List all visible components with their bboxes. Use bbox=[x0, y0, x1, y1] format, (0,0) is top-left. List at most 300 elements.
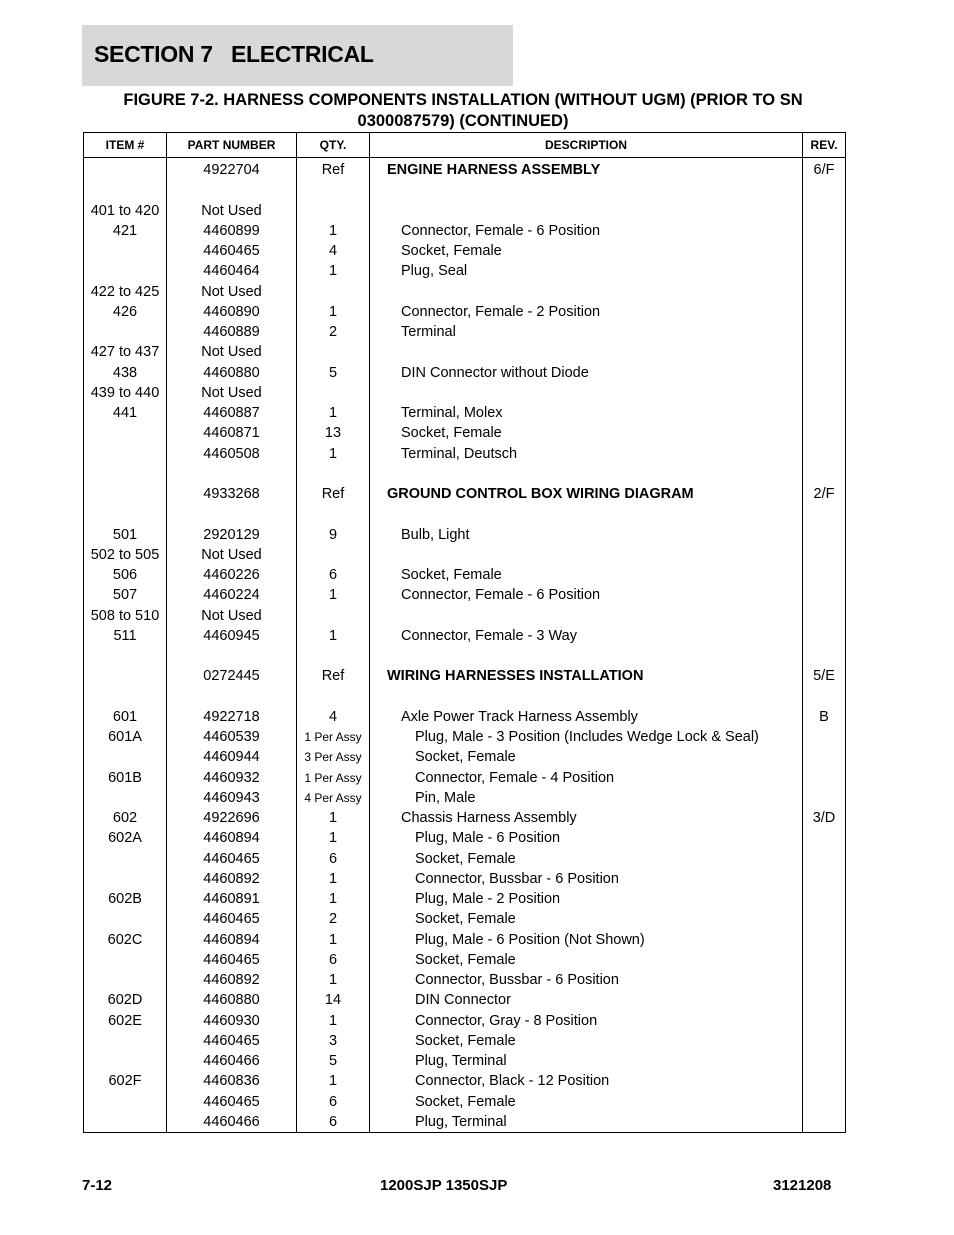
part-number-cell: 4460943 bbox=[167, 788, 297, 808]
item-cell: 601 bbox=[84, 707, 167, 727]
item-cell: 602B bbox=[84, 889, 167, 909]
qty-cell: 3 bbox=[297, 1031, 370, 1051]
rev-cell bbox=[803, 342, 846, 362]
description-cell: Axle Power Track Harness Assembly bbox=[370, 707, 803, 727]
description-cell: Connector, Female - 6 Position bbox=[370, 221, 803, 241]
description-cell: Pin, Male bbox=[370, 788, 803, 808]
item-cell: 506 bbox=[84, 565, 167, 585]
part-number-cell: 4460466 bbox=[167, 1112, 297, 1133]
item-cell bbox=[84, 1112, 167, 1133]
table-row bbox=[84, 180, 846, 200]
item-cell: 441 bbox=[84, 403, 167, 423]
part-number-cell: Not Used bbox=[167, 383, 297, 403]
qty-cell bbox=[297, 383, 370, 403]
rev-cell bbox=[803, 930, 846, 950]
column-header-rev: REV. bbox=[803, 133, 846, 158]
table-row bbox=[84, 363, 846, 383]
qty-cell: 9 bbox=[297, 525, 370, 545]
table-row bbox=[84, 909, 846, 929]
table-row bbox=[84, 808, 846, 828]
table-row bbox=[84, 464, 846, 484]
rev-cell bbox=[803, 788, 846, 808]
rev-cell bbox=[803, 869, 846, 889]
table-row bbox=[84, 869, 846, 889]
table-row bbox=[84, 626, 846, 646]
description-cell: Plug, Seal bbox=[370, 261, 803, 281]
item-cell bbox=[84, 261, 167, 281]
table-row bbox=[84, 565, 846, 585]
part-number-cell: 4460466 bbox=[167, 1051, 297, 1071]
rev-cell bbox=[803, 464, 846, 484]
description-cell: Plug, Male - 6 Position bbox=[370, 828, 803, 848]
table-row bbox=[84, 768, 846, 788]
qty-cell: 1 bbox=[297, 403, 370, 423]
qty-cell bbox=[297, 646, 370, 666]
part-number-cell: 4460871 bbox=[167, 423, 297, 443]
parts-table bbox=[83, 132, 846, 1133]
rev-cell bbox=[803, 241, 846, 261]
description-cell: ENGINE HARNESS ASSEMBLY bbox=[370, 158, 803, 181]
description-cell bbox=[370, 282, 803, 302]
rev-cell: 3/D bbox=[803, 808, 846, 828]
description-cell: Plug, Terminal bbox=[370, 1112, 803, 1133]
item-cell bbox=[84, 687, 167, 707]
rev-cell bbox=[803, 909, 846, 929]
table-row bbox=[84, 606, 846, 626]
item-cell bbox=[84, 423, 167, 443]
table-row bbox=[84, 302, 846, 322]
description-cell: Connector, Female - 3 Way bbox=[370, 626, 803, 646]
part-number-cell: Not Used bbox=[167, 606, 297, 626]
item-cell bbox=[84, 322, 167, 342]
item-cell bbox=[84, 1092, 167, 1112]
qty-cell bbox=[297, 342, 370, 362]
qty-cell: 1 bbox=[297, 930, 370, 950]
part-number-cell: 4460539 bbox=[167, 727, 297, 747]
table-row bbox=[84, 342, 846, 362]
part-number-cell: 4460890 bbox=[167, 302, 297, 322]
table-row bbox=[84, 525, 846, 545]
table-row bbox=[84, 687, 846, 707]
rev-cell: B bbox=[803, 707, 846, 727]
item-cell: 601A bbox=[84, 727, 167, 747]
item-cell bbox=[84, 158, 167, 181]
column-header-qty: QTY. bbox=[297, 133, 370, 158]
part-number-cell: Not Used bbox=[167, 342, 297, 362]
part-number-cell: 4460880 bbox=[167, 363, 297, 383]
qty-cell: 1 bbox=[297, 889, 370, 909]
part-number-cell: 4460464 bbox=[167, 261, 297, 281]
qty-cell: 3 Per Assy bbox=[297, 747, 370, 767]
qty-cell bbox=[297, 282, 370, 302]
qty-cell: 6 bbox=[297, 1092, 370, 1112]
qty-cell: 1 bbox=[297, 302, 370, 322]
item-cell: 438 bbox=[84, 363, 167, 383]
part-number-cell: 4460891 bbox=[167, 889, 297, 909]
table-row bbox=[84, 707, 846, 727]
rev-cell: 2/F bbox=[803, 484, 846, 504]
part-number-cell: 2920129 bbox=[167, 525, 297, 545]
part-number-cell: Not Used bbox=[167, 545, 297, 565]
part-number-cell: 4460508 bbox=[167, 444, 297, 464]
qty-cell: 1 bbox=[297, 261, 370, 281]
qty-cell: 1 bbox=[297, 221, 370, 241]
item-cell: 507 bbox=[84, 585, 167, 605]
part-number-cell: 0272445 bbox=[167, 666, 297, 686]
rev-cell bbox=[803, 687, 846, 707]
rev-cell bbox=[803, 1031, 846, 1051]
description-cell: Socket, Female bbox=[370, 747, 803, 767]
item-cell bbox=[84, 241, 167, 261]
rev-cell bbox=[803, 444, 846, 464]
qty-cell bbox=[297, 180, 370, 200]
item-cell bbox=[84, 747, 167, 767]
qty-cell: 13 bbox=[297, 423, 370, 443]
rev-cell bbox=[803, 363, 846, 383]
description-cell: Connector, Female - 2 Position bbox=[370, 302, 803, 322]
description-cell: Connector, Female - 6 Position bbox=[370, 585, 803, 605]
part-number-cell: 4460945 bbox=[167, 626, 297, 646]
description-cell: Terminal, Molex bbox=[370, 403, 803, 423]
qty-cell: 6 bbox=[297, 950, 370, 970]
description-cell bbox=[370, 606, 803, 626]
table-row bbox=[84, 1092, 846, 1112]
description-cell: Chassis Harness Assembly bbox=[370, 808, 803, 828]
qty-cell: 6 bbox=[297, 849, 370, 869]
item-cell: 511 bbox=[84, 626, 167, 646]
table-row bbox=[84, 322, 846, 342]
rev-cell bbox=[803, 383, 846, 403]
rev-cell bbox=[803, 1011, 846, 1031]
item-cell bbox=[84, 1031, 167, 1051]
qty-cell: 1 bbox=[297, 828, 370, 848]
part-number-cell: 4460894 bbox=[167, 930, 297, 950]
table-row bbox=[84, 261, 846, 281]
description-cell: Connector, Gray - 8 Position bbox=[370, 1011, 803, 1031]
qty-cell: Ref bbox=[297, 158, 370, 181]
part-number-cell: 4460944 bbox=[167, 747, 297, 767]
description-cell: Socket, Female bbox=[370, 849, 803, 869]
table-row bbox=[84, 1051, 846, 1071]
rev-cell bbox=[803, 1071, 846, 1091]
rev-cell bbox=[803, 768, 846, 788]
rev-cell bbox=[803, 950, 846, 970]
rev-cell bbox=[803, 201, 846, 221]
table-row bbox=[84, 241, 846, 261]
table-row bbox=[84, 504, 846, 524]
description-cell: Connector, Black - 12 Position bbox=[370, 1071, 803, 1091]
description-cell: Connector, Bussbar - 6 Position bbox=[370, 970, 803, 990]
footer-page-number: 7-12 bbox=[82, 1177, 113, 1194]
item-cell bbox=[84, 464, 167, 484]
item-cell: 501 bbox=[84, 525, 167, 545]
item-cell bbox=[84, 180, 167, 200]
rev-cell bbox=[803, 626, 846, 646]
rev-cell bbox=[803, 504, 846, 524]
qty-cell: Ref bbox=[297, 484, 370, 504]
item-cell bbox=[84, 909, 167, 929]
item-cell bbox=[84, 849, 167, 869]
part-number-cell: Not Used bbox=[167, 201, 297, 221]
qty-cell: 4 bbox=[297, 241, 370, 261]
item-cell: 422 to 425 bbox=[84, 282, 167, 302]
rev-cell bbox=[803, 525, 846, 545]
table-row bbox=[84, 383, 846, 403]
part-number-cell: 4460880 bbox=[167, 990, 297, 1010]
rev-cell bbox=[803, 889, 846, 909]
description-cell: Socket, Female bbox=[370, 423, 803, 443]
table-row bbox=[84, 727, 846, 747]
table-row bbox=[84, 444, 846, 464]
part-number-cell bbox=[167, 464, 297, 484]
table-row bbox=[84, 889, 846, 909]
qty-cell bbox=[297, 606, 370, 626]
rev-cell bbox=[803, 1092, 846, 1112]
table-row bbox=[84, 788, 846, 808]
item-cell: 602F bbox=[84, 1071, 167, 1091]
description-cell bbox=[370, 342, 803, 362]
part-number-cell: 4933268 bbox=[167, 484, 297, 504]
item-cell: 439 to 440 bbox=[84, 383, 167, 403]
rev-cell bbox=[803, 990, 846, 1010]
part-number-cell: Not Used bbox=[167, 282, 297, 302]
qty-cell: 4 bbox=[297, 707, 370, 727]
rev-cell bbox=[803, 1051, 846, 1071]
description-cell: Plug, Male - 3 Position (Includes Wedge Lock & Seal) bbox=[370, 727, 803, 747]
item-cell: 508 to 510 bbox=[84, 606, 167, 626]
item-cell bbox=[84, 444, 167, 464]
item-cell bbox=[84, 504, 167, 524]
description-cell: Terminal, Deutsch bbox=[370, 444, 803, 464]
part-number-cell: 4460465 bbox=[167, 849, 297, 869]
part-number-cell: 4460887 bbox=[167, 403, 297, 423]
qty-cell: 1 bbox=[297, 869, 370, 889]
part-number-cell bbox=[167, 687, 297, 707]
rev-cell bbox=[803, 747, 846, 767]
part-number-cell: 4460899 bbox=[167, 221, 297, 241]
description-cell: Socket, Female bbox=[370, 241, 803, 261]
item-cell: 601B bbox=[84, 768, 167, 788]
description-cell: Plug, Male - 2 Position bbox=[370, 889, 803, 909]
rev-cell bbox=[803, 423, 846, 443]
rev-cell bbox=[803, 180, 846, 200]
qty-cell: 1 bbox=[297, 626, 370, 646]
footer-doc-number: 3121208 bbox=[773, 1177, 832, 1194]
part-number-cell: 4460932 bbox=[167, 768, 297, 788]
qty-cell bbox=[297, 545, 370, 565]
description-cell: Plug, Male - 6 Position (Not Shown) bbox=[370, 930, 803, 950]
column-header-part-number: PART NUMBER bbox=[167, 133, 297, 158]
item-cell: 602A bbox=[84, 828, 167, 848]
qty-cell: 2 bbox=[297, 322, 370, 342]
item-cell bbox=[84, 869, 167, 889]
description-cell bbox=[370, 646, 803, 666]
item-cell: 602D bbox=[84, 990, 167, 1010]
rev-cell bbox=[803, 646, 846, 666]
table-row bbox=[84, 930, 846, 950]
footer-model: 1200SJP 1350SJP bbox=[380, 1177, 508, 1194]
part-number-cell bbox=[167, 180, 297, 200]
qty-cell bbox=[297, 687, 370, 707]
table-row bbox=[84, 666, 846, 686]
part-number-cell: 4460889 bbox=[167, 322, 297, 342]
rev-cell bbox=[803, 282, 846, 302]
rev-cell bbox=[803, 302, 846, 322]
item-cell: 426 bbox=[84, 302, 167, 322]
table-row bbox=[84, 646, 846, 666]
table-row bbox=[84, 282, 846, 302]
part-number-cell bbox=[167, 504, 297, 524]
table-row bbox=[84, 423, 846, 443]
rev-cell: 6/F bbox=[803, 158, 846, 181]
table-row bbox=[84, 1112, 846, 1133]
item-cell: 427 to 437 bbox=[84, 342, 167, 362]
table-row bbox=[84, 403, 846, 423]
part-number-cell: 4460224 bbox=[167, 585, 297, 605]
qty-cell: 1 Per Assy bbox=[297, 768, 370, 788]
item-cell bbox=[84, 666, 167, 686]
table-row bbox=[84, 201, 846, 221]
rev-cell bbox=[803, 849, 846, 869]
description-cell: Terminal bbox=[370, 322, 803, 342]
section-banner bbox=[82, 25, 513, 86]
table-row bbox=[84, 1071, 846, 1091]
table-row bbox=[84, 1031, 846, 1051]
section-title: SECTION 7 ELECTRICAL bbox=[94, 41, 374, 67]
table-header-row bbox=[84, 133, 846, 158]
table-row bbox=[84, 747, 846, 767]
description-cell bbox=[370, 504, 803, 524]
rev-cell bbox=[803, 585, 846, 605]
part-number-cell: 4460894 bbox=[167, 828, 297, 848]
description-cell bbox=[370, 180, 803, 200]
table-row bbox=[84, 221, 846, 241]
table-row bbox=[84, 849, 846, 869]
item-cell bbox=[84, 484, 167, 504]
qty-cell: 14 bbox=[297, 990, 370, 1010]
item-cell: 502 to 505 bbox=[84, 545, 167, 565]
qty-cell: 1 bbox=[297, 1071, 370, 1091]
description-cell bbox=[370, 687, 803, 707]
part-number-cell: 4460465 bbox=[167, 950, 297, 970]
part-number-cell: 4460930 bbox=[167, 1011, 297, 1031]
qty-cell bbox=[297, 504, 370, 524]
rev-cell bbox=[803, 545, 846, 565]
description-cell: GROUND CONTROL BOX WIRING DIAGRAM bbox=[370, 484, 803, 504]
item-cell: 602 bbox=[84, 808, 167, 828]
qty-cell: 6 bbox=[297, 1112, 370, 1133]
part-number-cell: 4460465 bbox=[167, 1092, 297, 1112]
part-number-cell: 4922718 bbox=[167, 707, 297, 727]
item-cell bbox=[84, 788, 167, 808]
qty-cell: 1 bbox=[297, 808, 370, 828]
parts-table-body bbox=[84, 158, 846, 1133]
rev-cell bbox=[803, 970, 846, 990]
part-number-cell: 4460465 bbox=[167, 1031, 297, 1051]
table-row bbox=[84, 950, 846, 970]
table-row bbox=[84, 990, 846, 1010]
qty-cell: Ref bbox=[297, 666, 370, 686]
table-row bbox=[84, 828, 846, 848]
rev-cell: 5/E bbox=[803, 666, 846, 686]
qty-cell: 1 bbox=[297, 970, 370, 990]
description-cell bbox=[370, 383, 803, 403]
item-cell: 421 bbox=[84, 221, 167, 241]
rev-cell bbox=[803, 1112, 846, 1133]
column-header-description: DESCRIPTION bbox=[370, 133, 803, 158]
qty-cell: 5 bbox=[297, 1051, 370, 1071]
description-cell: Connector, Female - 4 Position bbox=[370, 768, 803, 788]
qty-cell: 1 bbox=[297, 585, 370, 605]
qty-cell: 5 bbox=[297, 363, 370, 383]
description-cell bbox=[370, 201, 803, 221]
qty-cell: 6 bbox=[297, 565, 370, 585]
qty-cell bbox=[297, 201, 370, 221]
rev-cell bbox=[803, 727, 846, 747]
part-number-cell: 4460226 bbox=[167, 565, 297, 585]
rev-cell bbox=[803, 261, 846, 281]
table-row bbox=[84, 158, 846, 181]
description-cell: DIN Connector bbox=[370, 990, 803, 1010]
table-row bbox=[84, 1011, 846, 1031]
item-cell bbox=[84, 646, 167, 666]
description-cell: Plug, Terminal bbox=[370, 1051, 803, 1071]
description-cell bbox=[370, 545, 803, 565]
item-cell bbox=[84, 970, 167, 990]
column-header-item: ITEM # bbox=[84, 133, 167, 158]
table-row bbox=[84, 970, 846, 990]
table-row bbox=[84, 484, 846, 504]
description-cell: WIRING HARNESSES INSTALLATION bbox=[370, 666, 803, 686]
table-row bbox=[84, 545, 846, 565]
rev-cell bbox=[803, 403, 846, 423]
item-cell: 602E bbox=[84, 1011, 167, 1031]
rev-cell bbox=[803, 565, 846, 585]
description-cell: Socket, Female bbox=[370, 909, 803, 929]
part-number-cell bbox=[167, 646, 297, 666]
table-row bbox=[84, 585, 846, 605]
part-number-cell: 4922696 bbox=[167, 808, 297, 828]
qty-cell: 4 Per Assy bbox=[297, 788, 370, 808]
item-cell bbox=[84, 950, 167, 970]
rev-cell bbox=[803, 221, 846, 241]
qty-cell: 1 Per Assy bbox=[297, 727, 370, 747]
item-cell: 401 to 420 bbox=[84, 201, 167, 221]
part-number-cell: 4460465 bbox=[167, 909, 297, 929]
qty-cell: 1 bbox=[297, 1011, 370, 1031]
description-cell: DIN Connector without Diode bbox=[370, 363, 803, 383]
figure-title: FIGURE 7-2. HARNESS COMPONENTS INSTALLATION (WITHOUT UGM) (PRIOR TO SN 0300087579) (CONTINUED) bbox=[123, 91, 803, 130]
description-cell: Socket, Female bbox=[370, 1031, 803, 1051]
part-number-cell: 4460892 bbox=[167, 970, 297, 990]
part-number-cell: 4922704 bbox=[167, 158, 297, 181]
description-cell: Bulb, Light bbox=[370, 525, 803, 545]
qty-cell: 2 bbox=[297, 909, 370, 929]
description-cell: Connector, Bussbar - 6 Position bbox=[370, 869, 803, 889]
part-number-cell: 4460465 bbox=[167, 241, 297, 261]
rev-cell bbox=[803, 322, 846, 342]
qty-cell: 1 bbox=[297, 444, 370, 464]
description-cell: Socket, Female bbox=[370, 565, 803, 585]
rev-cell bbox=[803, 828, 846, 848]
item-cell: 602C bbox=[84, 930, 167, 950]
item-cell bbox=[84, 1051, 167, 1071]
description-cell: Socket, Female bbox=[370, 1092, 803, 1112]
description-cell: Socket, Female bbox=[370, 950, 803, 970]
part-number-cell: 4460892 bbox=[167, 869, 297, 889]
rev-cell bbox=[803, 606, 846, 626]
description-cell bbox=[370, 464, 803, 484]
